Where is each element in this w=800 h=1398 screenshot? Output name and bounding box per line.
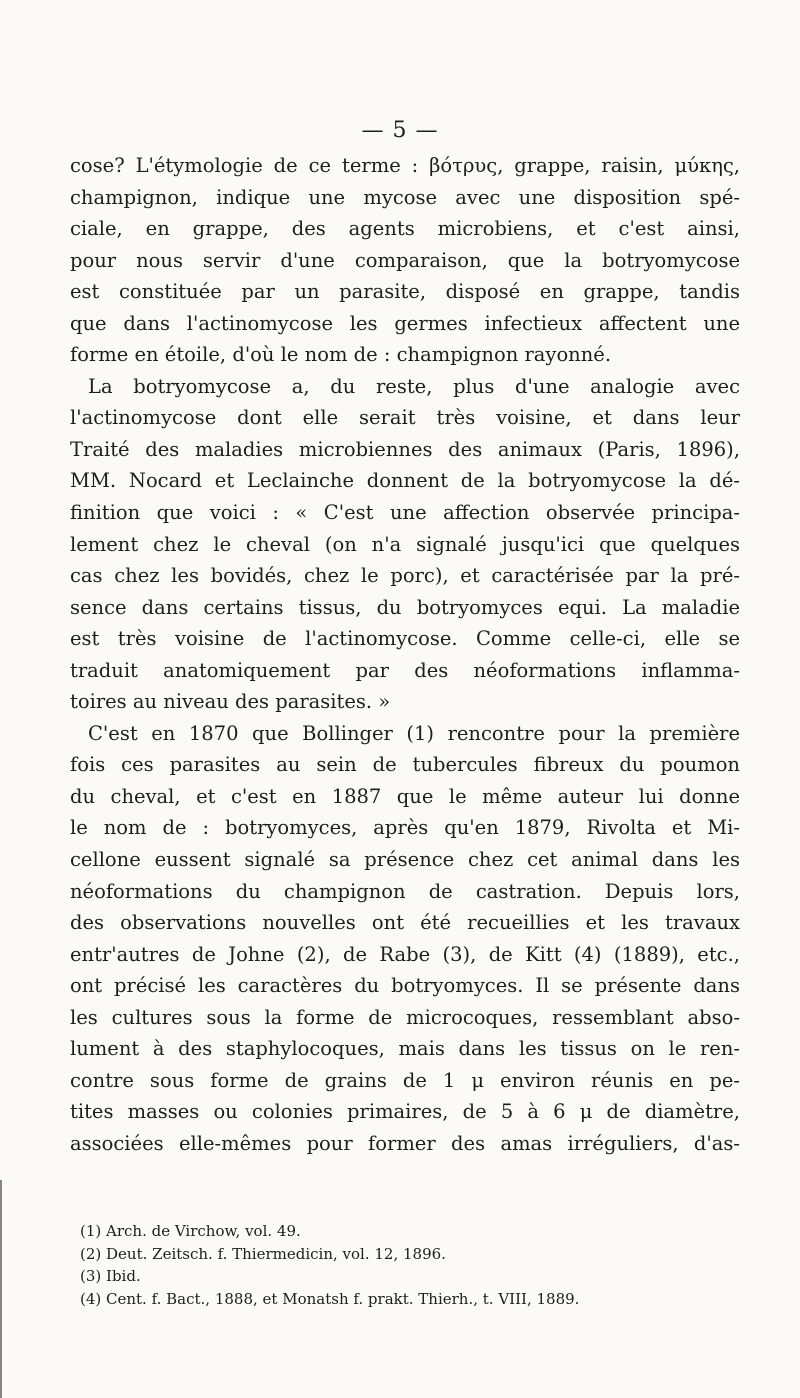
text-line: est très voisine de l'actinomycose. Comme celle-ci, elle se: [70, 627, 740, 651]
text-line: est constituée par un parasite, disposé en grappe, tandis: [70, 280, 740, 304]
text-line: cas chez les bovidés, chez le porc), et caractérisée par la pré-: [70, 564, 740, 588]
text-line: champignon, indique une mycose avec une disposition spé-: [70, 185, 740, 209]
text-line: lument à des staphylocoques, mais dans les tissus on le ren-: [70, 1037, 740, 1061]
text-line: toires au niveau des parasites. »: [70, 690, 391, 714]
text-line: l'actinomycose dont elle serait très voisine, et dans leur: [70, 406, 740, 430]
text-line: que dans l'actinomycose les germes infectieux affectent une: [70, 311, 740, 335]
text-line: cose? L'étymologie de ce terme : βότρυς, grappe, raisin, μύκης,: [70, 154, 740, 177]
body-text: [70, 150, 740, 1160]
text-line: sence dans certains tissus, du botryomyces equi. La maladie: [70, 595, 740, 619]
page-number: — 5 —: [361, 118, 439, 143]
text-line: C'est en 1870 que Bollinger (1) rencontre pour la première: [88, 721, 740, 745]
text-line: finition que voici : « C'est une affection observée principa-: [70, 501, 740, 525]
text-line: fois ces parasites au sein de tubercules fibreux du poumon: [70, 753, 740, 777]
text-line: ciale, en grappe, des agents microbiens, et c'est ainsi,: [70, 217, 740, 241]
text-line: pour nous servir d'une comparaison, que la botryomycose: [70, 248, 740, 272]
text-line: des observations nouvelles ont été recueillies et les travaux: [70, 911, 740, 935]
text-line: les cultures sous la forme de microcoques, ressemblant abso-: [70, 1005, 740, 1029]
footnotes: [70, 1220, 740, 1310]
text-line: contre sous forme de grains de 1 μ environ réunis en pe-: [70, 1068, 740, 1092]
footnote: (1) Arch. de Virchow, vol. 49.: [80, 1222, 301, 1240]
footnote: (4) Cent. f. Bact., 1888, et Monatsh f. prakt. Thierh., t. VIII, 1889.: [80, 1289, 580, 1308]
text-line: La botryomycose a, du reste, plus d'une analogie avec: [88, 374, 740, 398]
text-line: MM. Nocard et Leclainche donnent de la botryomycose la dé-: [70, 469, 740, 493]
text-line: forme en étoile, d'où le nom de : champignon rayonné.: [70, 343, 612, 367]
text-line: le nom de : botryomyces, après qu'en 1879, Rivolta et Mi-: [70, 816, 740, 840]
text-line: traduit anatomiquement par des néoformations inflamma-: [70, 658, 740, 682]
text-line: tites masses ou colonies primaires, de 5 à 6 μ de diamètre,: [70, 1100, 740, 1124]
text-line: lement chez le cheval (on n'a signalé jusqu'ici que quelques: [70, 532, 740, 556]
text-line: associées elle-mêmes pour former des amas irréguliers, d'as-: [70, 1131, 740, 1155]
footnote: (3) Ibid.: [80, 1267, 141, 1286]
text-line: ont précisé les caractères du botryomyces. Il se présente dans: [70, 974, 740, 998]
text-line: entr'autres de Johne (2), de Rabe (3), de Kitt (4) (1889), etc.,: [70, 942, 740, 966]
text-line: néoformations du champignon de castration. Depuis lors,: [70, 879, 740, 903]
text-line: cellone eussent signalé sa présence chez cet animal dans les: [70, 848, 740, 872]
text-line: du cheval, et c'est en 1887 que le même auteur lui donne: [70, 784, 740, 808]
page-edge-mark: [0, 1180, 8, 1398]
text-line: Traité des maladies microbiennes des animaux (Paris, 1896),: [70, 437, 740, 461]
footnote: (2) Deut. Zeitsch. f. Thiermedicin, vol. 12, 1896.: [80, 1244, 446, 1263]
